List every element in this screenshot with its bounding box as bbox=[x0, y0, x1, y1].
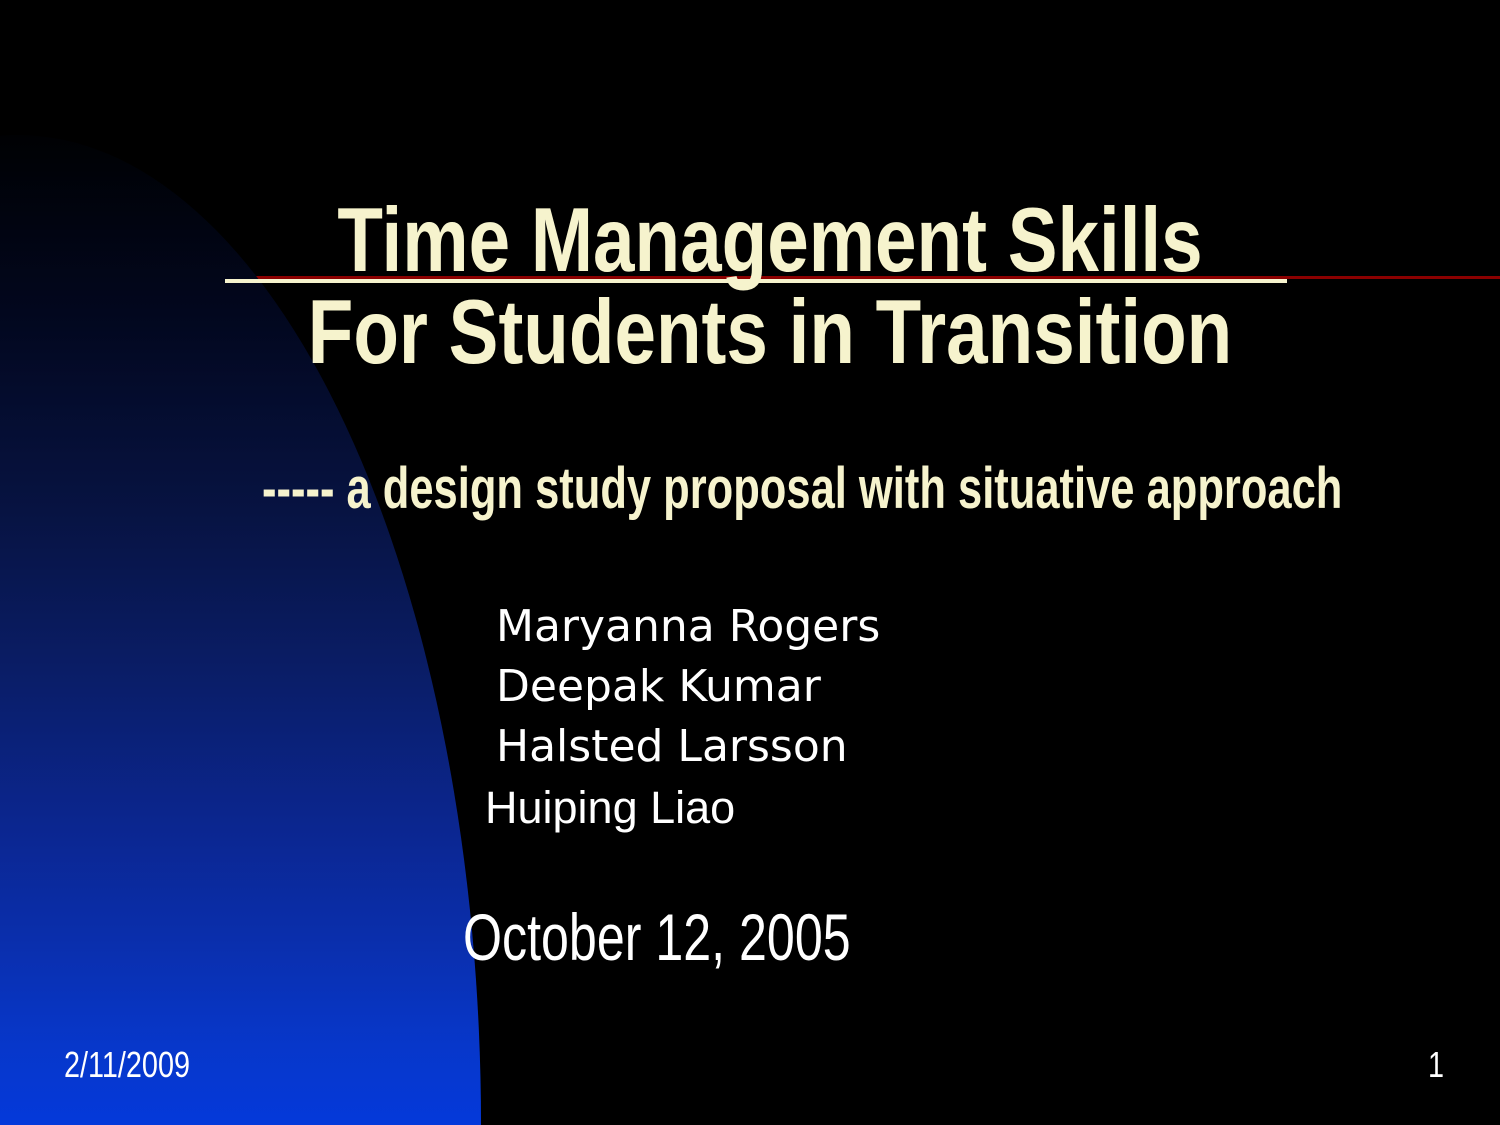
footer-date: 2/11/2009 bbox=[64, 1044, 190, 1085]
slide-number: 1 bbox=[1428, 1044, 1445, 1085]
author-name-3: Halsted Larsson bbox=[496, 721, 848, 772]
slide-title bbox=[20, 190, 1500, 383]
presentation-date: October 12, 2005 bbox=[463, 900, 851, 974]
author-name-1: Maryanna Rogers bbox=[496, 601, 881, 652]
slide-subtitle: ----- a design study proposal with situative approach bbox=[262, 456, 1343, 521]
author-name-4: Huiping Liao bbox=[485, 782, 736, 833]
author-name-2: Deepak Kumar bbox=[496, 661, 821, 712]
title-line-1: Time Management Skills bbox=[337, 190, 1203, 291]
title-line-2: For Students in Transition bbox=[307, 282, 1233, 383]
